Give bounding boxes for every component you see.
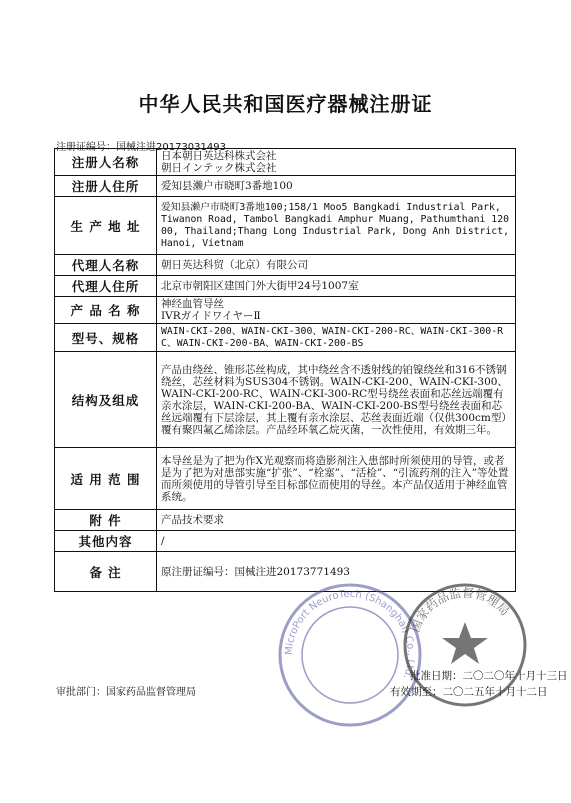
table-row — [55, 276, 516, 297]
registration-number: 注册证编号：国械注进20173031493 — [56, 142, 226, 153]
svg-text:国家药品监督管理局: 国家药品监督管理局 — [407, 585, 512, 635]
approval-department: 审批部门：国家药品监督管理局 — [56, 687, 196, 698]
row-value: WAIN-CKI-200、WAIN-CKI-300、WAIN-CKI-200-RC、WAIN-CKI-300-RC、WAIN-CKI-200-BA、WAIN-CKI-200-BS — [157, 324, 516, 352]
certificate-title: 中华人民共和国医疗器械注册证 — [138, 92, 433, 116]
row-label: 代理人住所 — [55, 276, 157, 297]
valid-until-date: 有效期至：二〇二五年十月十二日 — [390, 686, 548, 698]
row-value: 北京市朝阳区建国门外大街甲24号1007室 — [157, 276, 516, 297]
row-label: 结构及组成 — [55, 352, 157, 448]
row-value: 日本朝日英达科株式会社 朝日インテック株式会社 — [157, 149, 516, 176]
row-label: 备 注 — [55, 552, 157, 592]
table-row — [55, 149, 516, 176]
row-value: 朝日英达科贸（北京）有限公司 — [157, 255, 516, 276]
table-row — [55, 510, 516, 531]
table-row — [55, 176, 516, 197]
row-value: 爱知县濑户市晓町3番地100 — [157, 176, 516, 197]
table-row — [55, 324, 516, 352]
row-label: 注册人住所 — [55, 176, 157, 197]
table-row — [55, 255, 516, 276]
row-label: 其他内容 — [55, 531, 157, 552]
row-value: 产品技术要求 — [157, 510, 516, 531]
row-value: 产品由绕丝、锥形芯丝构成，其中绕丝含不透射线的铂镍绕丝和316不锈钢绕丝，芯丝材料为SUS304不锈钢。WAIN-CKI-200、WAIN-CKI-300、WAIN-CKI-200-RC、WAIN-CKI-300-RC型号绕丝表面和芯丝远端覆有亲水涂层，WAIN-CKI-200-BA、WAIN-CKI-200-BS型号绕丝表面和芯丝远端覆有下层涂层，其上覆有亲水涂层、芯丝表面近端（仅供300cm型）覆有聚四氟乙烯涂层。产品经环氧乙烷灭菌，一次性使用，有效期三年。 — [157, 352, 516, 448]
row-label: 代理人名称 — [55, 255, 157, 276]
row-label: 生 产 地 址 — [55, 197, 157, 255]
table-row — [55, 352, 516, 448]
table-row — [55, 448, 516, 510]
row-value: 神经血管导丝 IVRガイドワイヤーⅡ — [157, 297, 516, 324]
table-row — [55, 297, 516, 324]
row-label: 注册人名称 — [55, 149, 157, 176]
row-label: 适 用 范 围 — [55, 448, 157, 510]
approval-date: 批准日期：二〇二〇年十月十三日 — [410, 670, 568, 682]
table-row — [55, 531, 516, 552]
row-label: 产 品 名 称 — [55, 297, 157, 324]
row-value: / — [157, 531, 516, 552]
official-seal-stamp — [400, 580, 530, 710]
table-row — [55, 197, 516, 255]
certificate-table — [54, 148, 516, 592]
row-value: 本导丝是为了把为作X光观察而将造影剂注入患部时所须使用的导管，或者是为了把为对患部实施“扩张”、“栓塞”、“活检”、“引流药剂的注入”等处置而所须使用的导管引导至目标部位而使用的导丝。本产品仅适用于神经血管系统。 — [157, 448, 516, 510]
row-value: 爱知县濑户市晓町3番地100;158/1 Moo5 Bangkadi Industrial Park, Tiwanon Road, Tambol Bangkadi Amphur Muang, Pathumthani 12000, Thailand;Thang Long Industrial Park, Dong Anh District, Hanoi, Vietnam — [157, 197, 516, 255]
svg-text:MicroPort NeuroTech (Shanghai): MicroPort NeuroTech (Shanghai) Co., Ltd. — [283, 588, 417, 681]
row-label: 附 件 — [55, 510, 157, 531]
row-value: 原注册证编号：国械注进20173771493 — [157, 552, 516, 592]
row-label: 型号、规格 — [55, 324, 157, 352]
